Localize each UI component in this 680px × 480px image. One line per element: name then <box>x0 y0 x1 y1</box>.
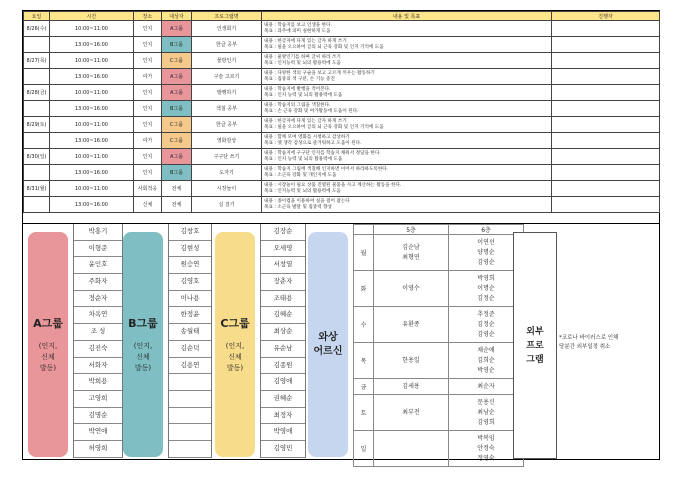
date-cell <box>24 165 50 181</box>
schedule-row <box>24 197 660 213</box>
program-cell: 실 걸기 <box>192 197 262 213</box>
resident-name: 박영순 <box>477 366 495 374</box>
target-cell: C그룹 <box>162 53 192 69</box>
floor-5-names <box>374 343 449 379</box>
resident-name: 유환종 <box>402 320 420 328</box>
member-name: 허영희 <box>74 441 122 458</box>
day-label: 월 <box>354 235 374 271</box>
place-cell: 여가 <box>134 133 162 149</box>
member-name: 오세영 <box>261 241 305 258</box>
schedule-row <box>24 165 660 181</box>
resident-name: 이명순 <box>477 284 495 292</box>
weekly-program-table <box>23 11 660 213</box>
member-name <box>169 441 211 458</box>
time-cell: 10:00~11:00 <box>50 149 134 165</box>
member-name: 서창열 <box>261 257 305 274</box>
place-cell: 사회적응 <box>134 181 162 197</box>
schedule-row <box>24 181 660 197</box>
outside-program-label: 외부 프로 그램 <box>513 232 557 459</box>
target-cell: A그룹 <box>162 149 192 165</box>
floor-6-header: 6층 <box>449 225 524 235</box>
content-line: 내용 : 함께 모여 영화를 시청하고 감상하기 <box>264 134 350 140</box>
day-row <box>354 431 524 467</box>
floor-5-names <box>374 395 449 431</box>
day-label: 수 <box>354 307 374 343</box>
schedule-row <box>24 149 660 165</box>
day-label: 목 <box>354 343 374 379</box>
content-cell <box>262 101 552 117</box>
group-a-title: A그룹 <box>33 317 63 330</box>
resident-name: 김순남 <box>402 243 420 251</box>
member-name: 최정자 <box>261 408 305 425</box>
member-name: 김혜순 <box>261 307 305 324</box>
content-line: 내용 : 다양한 색의 구슬을 보고 고르게 끼우는 활동하기 <box>264 70 375 76</box>
content-line: 목표 : 필을 오으하여 글의 뇌 근육 강화 및 인지 기억에 도움 <box>264 124 384 130</box>
group-b-names <box>168 224 212 458</box>
resident-name: 김정순 <box>477 320 495 328</box>
date-cell <box>24 69 50 85</box>
content-line: 목표 : 옛 생각 감성으로 즐거워하고 도움이 된다. <box>264 140 362 146</box>
member-name: 이나용 <box>169 291 211 308</box>
target-cell: 전체 <box>162 181 192 197</box>
time-cell: 13:00~16:00 <box>50 197 134 213</box>
content-line: 목표 : 인지능력 및 뇌의 활용력에 도움 <box>264 188 341 194</box>
day-row <box>354 379 524 395</box>
program-cell: 물방인기 <box>192 53 262 69</box>
member-name: 김현성 <box>169 241 211 258</box>
member-name: 김창호 <box>169 224 211 241</box>
member-name: 주화자 <box>74 274 122 291</box>
place-cell: 신체 <box>134 197 162 213</box>
group-a-label <box>28 232 68 457</box>
header-leader: 진행자 <box>552 12 660 21</box>
date-cell <box>24 101 50 117</box>
group-a-sub: (인지, 신체 발동) <box>38 342 58 372</box>
group-c-label <box>215 232 255 457</box>
leader-cell <box>552 101 660 117</box>
content-line: 목표 : 인지능력 및 뇌의 활용력에 도움 <box>264 60 341 66</box>
target-cell: B그룹 <box>162 165 192 181</box>
resident-name: 채순애 <box>477 346 495 354</box>
program-cell: 색칠 공부 <box>192 101 262 117</box>
member-name: 김영애 <box>261 374 305 391</box>
leader-cell <box>552 197 660 213</box>
schedule-row <box>24 117 660 133</box>
place-cell: 인지 <box>134 85 162 101</box>
floor-5-names <box>374 235 449 271</box>
member-name: 정순자 <box>74 291 122 308</box>
date-cell: 8/30(일) <box>24 149 50 165</box>
group-a-names <box>73 224 123 458</box>
member-name: 박영애 <box>261 424 305 441</box>
leader-cell <box>552 181 660 197</box>
resident-name: 박영희 <box>477 274 495 282</box>
resident-name: 최부전 <box>402 408 420 416</box>
header-time: 시간 <box>50 12 134 21</box>
member-name: 박희용 <box>74 374 122 391</box>
member-name: 고영희 <box>74 391 122 408</box>
time-cell: 13:00~16:00 <box>50 165 134 181</box>
covid-cancel-note: *코로나 바이러스로 인해 당분간 외부일정 취소 <box>559 335 619 350</box>
resident-name: 양명순 <box>477 248 495 256</box>
day-label: 화 <box>354 271 374 307</box>
resident-name: 김영순 <box>477 258 495 266</box>
leader-cell <box>552 149 660 165</box>
date-cell: 8/31(월) <box>24 181 50 197</box>
content-cell <box>262 133 552 149</box>
member-name: 조태용 <box>261 291 305 308</box>
content-cell <box>262 21 552 37</box>
content-cell <box>262 197 552 213</box>
leader-cell <box>552 53 660 69</box>
leader-cell <box>552 85 660 101</box>
group-b-sub: (인지, 신체 발동) <box>133 342 153 372</box>
program-cell: 발행하기 <box>192 85 262 101</box>
member-name: 유순남 <box>261 341 305 358</box>
header-content: 내용 및 목표 <box>262 12 552 21</box>
content-line: 목표 : 인지 능력 및 뇌의 활용력에 도움 <box>264 92 343 98</box>
member-name: 김영민 <box>261 441 305 458</box>
target-cell: A그룹 <box>162 21 192 37</box>
content-cell <box>262 181 552 197</box>
bedridden-residents-label: 와상 어르신 <box>308 232 348 457</box>
content-line: 내용 : 한글자에 다게 있는 글자 하게 쓰기 <box>264 118 347 124</box>
time-cell: 13:00~16:00 <box>50 37 134 53</box>
member-name: 김용연 <box>169 358 211 375</box>
target-cell: C그룹 <box>162 117 192 133</box>
schedule-row <box>24 69 660 85</box>
day-label: 금 <box>354 379 374 395</box>
header-program: 프로그램명 <box>192 12 262 21</box>
content-cell <box>262 69 552 85</box>
place-cell: 인지 <box>134 149 162 165</box>
member-name: 한정윤 <box>169 307 211 324</box>
schedule-row <box>24 101 660 117</box>
leader-cell <box>552 133 660 149</box>
place-cell: 인지 <box>134 117 162 133</box>
resident-name: 김정순 <box>477 294 495 302</box>
member-name: 서화자 <box>74 358 122 375</box>
group-c-sub: (인지, 신체 발동) <box>225 342 245 372</box>
program-cell: 시장놀이 <box>192 181 262 197</box>
content-line: 내용 : 학습지에 구구단 인지를 학습지 채워서 정답을 한다. <box>264 150 381 156</box>
member-name <box>169 391 211 408</box>
floor-5-names <box>374 379 449 395</box>
schedule-row <box>24 53 660 69</box>
leader-cell <box>552 69 660 85</box>
content-cell <box>262 165 552 181</box>
content-line: 내용 : 학습지에 발행을 적어본다. <box>264 86 331 92</box>
day-row <box>354 307 524 343</box>
target-cell: A그룹 <box>162 69 192 85</box>
schedule-row <box>24 21 660 37</box>
place-cell: 여가 <box>134 69 162 85</box>
target-cell: 전체 <box>162 197 192 213</box>
time-cell: 10:00~11:00 <box>50 21 134 37</box>
place-cell: 인지 <box>134 165 162 181</box>
floor-5-names <box>374 307 449 343</box>
content-line: 목표 : 손 근육 강화 및 여가활동에 도움이 된다. <box>264 108 359 114</box>
date-cell: 8/28(금) <box>24 85 50 101</box>
place-cell: 인지 <box>134 101 162 117</box>
group-c-title: C그룹 <box>220 317 250 330</box>
schedule-row <box>24 37 660 53</box>
floor-5-header: 5층 <box>374 225 449 235</box>
member-name: 윤인호 <box>74 257 122 274</box>
header-day: 요일 <box>24 12 50 21</box>
day-row <box>354 235 524 271</box>
content-line: 목표 : 과주에 의미 실현하게 도움 <box>264 28 331 34</box>
member-name <box>169 424 211 441</box>
content-line: 내용 : 학습지의 그림을 색칠한다. <box>264 102 331 108</box>
leader-cell <box>552 165 660 181</box>
target-cell: B그룹 <box>162 101 192 117</box>
day-row <box>354 271 524 307</box>
program-cell: 영화감상 <box>192 133 262 149</box>
header-target: 대상자 <box>162 12 192 21</box>
member-name: 최상순 <box>261 324 305 341</box>
time-cell: 10:00~11:00 <box>50 117 134 133</box>
resident-name: 박복임 <box>477 434 495 442</box>
time-cell: 10:00~11:00 <box>50 85 134 101</box>
content-line: 목표 : 집중의 색 구분, 손 기능 증진 <box>264 76 335 82</box>
floor-5-names <box>374 431 449 467</box>
program-cell: 한글 공부 <box>192 37 262 53</box>
content-line: 내용 : 학습지 그림에 색칠해 인지하면 이어서 따라하도록한다. <box>264 166 389 172</box>
resident-name: 문용신 <box>477 398 495 406</box>
member-name: 김명순 <box>74 408 122 425</box>
date-cell <box>24 197 50 213</box>
member-name: 김영호 <box>169 274 211 291</box>
resident-name: 김영희 <box>477 418 495 426</box>
member-name <box>169 408 211 425</box>
resident-name: 김희순 <box>477 356 495 364</box>
resident-name: 정영숙 <box>477 454 495 462</box>
member-name: 김순덕 <box>169 341 211 358</box>
schedule-row <box>24 85 660 101</box>
day-row <box>354 395 524 431</box>
group-b-title: B그룹 <box>128 317 158 330</box>
resident-name: 이영수 <box>402 284 420 292</box>
member-name: 김장순 <box>261 224 305 241</box>
program-cell: 한글 공부 <box>192 117 262 133</box>
date-cell <box>24 37 50 53</box>
resident-name: 김세용 <box>402 382 420 390</box>
place-cell: 인지 <box>134 21 162 37</box>
member-name: 조 성 <box>74 324 122 341</box>
resident-name: 안정숙 <box>477 444 495 452</box>
member-name: 이형준 <box>74 241 122 258</box>
date-cell: 8/27(목) <box>24 53 50 69</box>
member-name: 차옥연 <box>74 307 122 324</box>
content-line: 목표 : 인지 능력 및 뇌의 활용력에 도움 <box>264 156 343 162</box>
member-name: 장춘자 <box>261 274 305 291</box>
content-line: 내용 : 시장놀이 필요 상품 진열된 물품을 사고 계산하는 활동을 한다. <box>264 182 402 188</box>
member-name: 송월태 <box>169 324 211 341</box>
content-line: 내용 : 물방인기를 하며 글씨 따라 쓰기 <box>264 54 341 60</box>
place-cell: 인지 <box>134 53 162 69</box>
resident-name: 한용일 <box>402 356 420 364</box>
date-cell: 8/29(토) <box>24 117 50 133</box>
schedule-row <box>24 133 660 149</box>
group-roster-section <box>23 223 659 460</box>
member-name: 박연애 <box>74 424 122 441</box>
content-line: 내용 : 한글자에 다게 있는 글자 하게 쓰기 <box>264 38 347 44</box>
time-cell: 10:00~11:00 <box>50 53 134 69</box>
day-label: 토 <box>354 395 374 431</box>
floor-day-table <box>353 224 523 460</box>
content-cell <box>262 117 552 133</box>
time-cell: 13:00~16:00 <box>50 101 134 117</box>
resident-name: 추정준 <box>477 310 495 318</box>
content-cell <box>262 37 552 53</box>
table-header-row <box>24 12 660 21</box>
time-cell: 13:00~16:00 <box>50 69 134 85</box>
content-cell <box>262 149 552 165</box>
header-place: 장소 <box>134 12 162 21</box>
schedule-page <box>22 10 660 460</box>
target-cell: B그룹 <box>162 37 192 53</box>
resident-name: 최남순 <box>477 408 495 416</box>
date-cell <box>24 133 50 149</box>
group-b-label <box>123 232 163 457</box>
member-name: 권혜순 <box>261 391 305 408</box>
resident-name: 최순자 <box>477 382 495 390</box>
program-cell: 구구단 쓰기 <box>192 149 262 165</box>
floor-5-names <box>374 271 449 307</box>
content-line: 목표 : 소근육 발달 및 집중력 향상 <box>264 204 332 210</box>
resident-name: 최형연 <box>402 253 420 261</box>
member-name: 김진숙 <box>74 341 122 358</box>
group-c-names <box>260 224 306 458</box>
resident-name: 김영순 <box>477 330 495 338</box>
member-name <box>169 374 211 391</box>
time-cell: 10:00~11:00 <box>50 181 134 197</box>
leader-cell <box>552 37 660 53</box>
resident-name: 이연선 <box>477 238 495 246</box>
program-cell: 도자기 <box>192 165 262 181</box>
content-line: 목표 : 필을 오으하여 글의 뇌 근육 강화 및 인지 기억에 도움 <box>264 44 384 50</box>
program-cell: 구슬 고르기 <box>192 69 262 85</box>
content-cell <box>262 85 552 101</box>
day-row <box>354 343 524 379</box>
target-cell: C그룹 <box>162 133 192 149</box>
leader-cell <box>552 117 660 133</box>
content-line: 내용 : 종이컵을 이용하여 실을 걸어 잡는다 <box>264 198 350 204</box>
member-name: 원승연 <box>169 257 211 274</box>
date-cell: 8/26(수) <box>24 21 50 37</box>
target-cell: A그룹 <box>162 85 192 101</box>
content-line: 목표 : 소근육 강화 및 개인지에 도움 <box>264 172 337 178</box>
day-label: 일 <box>354 431 374 467</box>
time-cell: 13:00~16:00 <box>50 133 134 149</box>
member-name: 김종원 <box>261 358 305 375</box>
leader-cell <box>552 21 660 37</box>
content-cell <box>262 53 552 69</box>
member-name: 박홍기 <box>74 224 122 241</box>
program-cell: 인생회기 <box>192 21 262 37</box>
place-cell: 인지 <box>134 37 162 53</box>
content-line: 내용 : 학습지를 보고 인생을 한다. <box>264 22 332 28</box>
